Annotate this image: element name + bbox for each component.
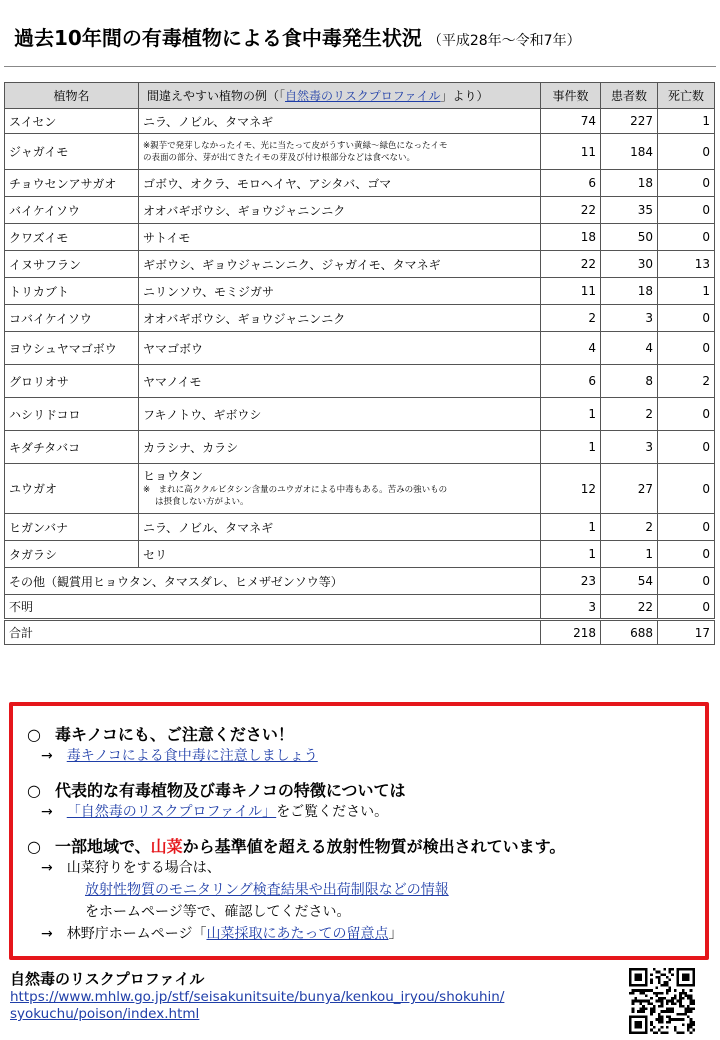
- footer-url-line1[interactable]: https://www.mhlw.go.jp/stf/seisakunitsuite/bunya/kenkou_iryou/shokuhin/: [10, 989, 505, 1005]
- similar-plants: サトイモ: [139, 224, 541, 251]
- plant-name: ヒガンバナ: [5, 514, 139, 541]
- plant-name: グロリオサ: [5, 365, 139, 398]
- cases-cell: 1: [541, 398, 601, 431]
- header-example-post: 」より）: [440, 89, 489, 103]
- cases-cell: 23: [541, 568, 601, 595]
- risk-profile-link[interactable]: 「自然毒のリスクプロファイル」: [66, 804, 277, 820]
- plant-name: イヌサフラン: [5, 251, 139, 278]
- patients-cell: 30: [601, 251, 658, 278]
- mushroom-poisoning-link[interactable]: 毒キノコによる食中毒に注意しましょう: [66, 748, 318, 764]
- similar-plants: ヤマゴボウ: [139, 332, 541, 365]
- notice-mushroom-heading: 毒キノコにも、ご注意ください！: [54, 725, 294, 744]
- header-patients: 患者数: [601, 83, 658, 109]
- cases-cell: 1: [541, 514, 601, 541]
- plant-name: タガラシ: [5, 541, 139, 568]
- footer: [10, 968, 504, 1023]
- footer-title: 自然毒のリスクプロファイル: [10, 970, 205, 988]
- cases-cell: 1: [541, 431, 601, 464]
- patients-cell: 27: [601, 464, 658, 514]
- deaths-cell: 0: [658, 134, 715, 170]
- notice-risk-profile-heading: 代表的な有毒植物及び毒キノコの特徴については: [54, 781, 406, 800]
- similar-plants: ヤマノイモ: [139, 365, 541, 398]
- table-header-row: [5, 83, 715, 109]
- other-row-label: その他（観賞用ヒョウタン、タマスダレ、ヒメザゼンソウ等）: [5, 568, 541, 595]
- patients-cell: 184: [601, 134, 658, 170]
- plant-note: ※ まれに高ククルビタシン含量のユウガオによる中毒もある。苦みの強いもの: [143, 485, 448, 495]
- title-main: 過去10年間の有毒植物による食中毒発生状況: [14, 26, 422, 50]
- table-row: [5, 251, 715, 278]
- patients-cell: 35: [601, 197, 658, 224]
- patients-cell: 2: [601, 398, 658, 431]
- similar-plants: フキノトウ、ギボウシ: [139, 398, 541, 431]
- notice-mushroom: [27, 722, 318, 767]
- table-row: [5, 278, 715, 305]
- header-example-pre: 間違えやすい植物の例（「: [147, 89, 286, 103]
- page-title: [14, 22, 581, 51]
- patients-cell: 227: [601, 109, 658, 134]
- total-row-label: 合計: [5, 620, 541, 645]
- cases-cell: 74: [541, 109, 601, 134]
- cases-cell: 2: [541, 305, 601, 332]
- cases-cell: 218: [541, 620, 601, 645]
- similar-plants: ニラ、ノビル、タマネギ: [139, 514, 541, 541]
- similar-plants: [139, 464, 541, 514]
- similar-plants: カラシナ、カラシ: [139, 431, 541, 464]
- circle-bullet-icon: ○: [27, 781, 41, 800]
- qr-code-icon[interactable]: [629, 968, 695, 1034]
- patients-cell: 54: [601, 568, 658, 595]
- patients-cell: 4: [601, 332, 658, 365]
- table-row: [5, 464, 715, 514]
- deaths-cell: 0: [658, 431, 715, 464]
- table-row: [5, 197, 715, 224]
- notice-radio-heading-pre: 一部地域で、: [54, 837, 151, 856]
- similar-plants: ニリンソウ、モミジガサ: [139, 278, 541, 305]
- plant-name: スイセン: [5, 109, 139, 134]
- plant-name: バイケイソウ: [5, 197, 139, 224]
- table-row: [5, 514, 715, 541]
- deaths-cell: 0: [658, 541, 715, 568]
- total-row: [5, 620, 715, 645]
- plant-name: キダチタバコ: [5, 431, 139, 464]
- similar-plants-text: ヒョウタン: [143, 469, 203, 483]
- plant-name: クワズイモ: [5, 224, 139, 251]
- plant-name: トリカブト: [5, 278, 139, 305]
- deaths-cell: 0: [658, 332, 715, 365]
- deaths-cell: 17: [658, 620, 715, 645]
- plant-name: ハシリドコロ: [5, 398, 139, 431]
- radioactive-monitoring-link[interactable]: 放射性物質のモニタリング検査結果や出荷制限などの情報: [85, 882, 449, 898]
- unknown-row: [5, 595, 715, 620]
- plant-name: ヨウシュヤマゴボウ: [5, 332, 139, 365]
- table-row: [5, 431, 715, 464]
- deaths-cell: 0: [658, 568, 715, 595]
- patients-cell: 3: [601, 305, 658, 332]
- header-example: [139, 83, 541, 109]
- similar-plants: セリ: [139, 541, 541, 568]
- cases-cell: 1: [541, 541, 601, 568]
- notice-radioactive: [27, 834, 565, 945]
- cases-cell: 11: [541, 134, 601, 170]
- plant-name: コバイケイソウ: [5, 305, 139, 332]
- table-row: [5, 305, 715, 332]
- table-row: [5, 365, 715, 398]
- circle-bullet-icon: ○: [27, 725, 41, 744]
- circle-bullet-icon: ○: [27, 837, 41, 856]
- patients-cell: 1: [601, 541, 658, 568]
- table-row: [5, 109, 715, 134]
- similar-plants: オオバギボウシ、ギョウジャニンニク: [139, 197, 541, 224]
- arrow-right-icon: →: [41, 748, 53, 764]
- patients-cell: 18: [601, 278, 658, 305]
- cases-cell: 11: [541, 278, 601, 305]
- deaths-cell: 0: [658, 464, 715, 514]
- cases-cell: 12: [541, 464, 601, 514]
- deaths-cell: 0: [658, 224, 715, 251]
- patients-cell: 18: [601, 170, 658, 197]
- cases-cell: 4: [541, 332, 601, 365]
- notice-radio-heading-red: 山菜: [150, 837, 183, 856]
- deaths-cell: 0: [658, 197, 715, 224]
- patients-cell: 688: [601, 620, 658, 645]
- similar-plants: オオバギボウシ、ギョウジャニンニク: [139, 305, 541, 332]
- patients-cell: 3: [601, 431, 658, 464]
- deaths-cell: 0: [658, 595, 715, 620]
- deaths-cell: 0: [658, 170, 715, 197]
- patients-cell: 8: [601, 365, 658, 398]
- notice-radio-line2: をホームページ等で、確認してください。: [85, 904, 351, 920]
- table-row: [5, 224, 715, 251]
- notice-box: [9, 702, 709, 960]
- deaths-cell: 0: [658, 305, 715, 332]
- notice-radio-line1: 山菜狩りをする場合は、: [66, 860, 221, 876]
- notice-risk-profile-after: をご覧ください。: [276, 804, 389, 820]
- notice-risk-profile: [27, 778, 406, 823]
- unknown-row-label: 不明: [5, 595, 541, 620]
- cases-cell: 18: [541, 224, 601, 251]
- footer-url-line2[interactable]: syokuchu/poison/index.html: [10, 1006, 200, 1022]
- arrow-right-icon: →: [41, 860, 53, 876]
- similar-plants: ニラ、ノビル、タマネギ: [139, 109, 541, 134]
- header-plant: 植物名: [5, 83, 139, 109]
- deaths-cell: 2: [658, 365, 715, 398]
- forestry-agency-link[interactable]: 山菜採取にあたっての留意点: [206, 926, 389, 942]
- patients-cell: 22: [601, 595, 658, 620]
- table-row: [5, 541, 715, 568]
- patients-cell: 2: [601, 514, 658, 541]
- notice-forestry-pre: 林野庁ホームページ「: [66, 926, 207, 942]
- table-row: [5, 170, 715, 197]
- poisoning-table: [4, 82, 715, 645]
- notice-forestry-post: 」: [388, 926, 403, 942]
- deaths-cell: 0: [658, 398, 715, 431]
- header-deaths: 死亡数: [658, 83, 715, 109]
- plant-note: ※親芋で発芽しなかったイモ、光に当たって皮がうすい黄緑～緑色になったイモ: [143, 140, 448, 151]
- header-risk-profile-link[interactable]: 自然毒のリスクプロファイル: [285, 89, 441, 103]
- table-row: [5, 332, 715, 365]
- table-row: [5, 398, 715, 431]
- plant-note: は摂食しない方がよい。: [155, 497, 249, 507]
- similar-plants: [139, 134, 541, 170]
- other-row: [5, 568, 715, 595]
- deaths-cell: 13: [658, 251, 715, 278]
- header-cases: 事件数: [541, 83, 601, 109]
- title-period: （平成28年～令和7年）: [427, 33, 581, 49]
- cases-cell: 6: [541, 170, 601, 197]
- deaths-cell: 1: [658, 278, 715, 305]
- plant-note: の表面の部分、芽が出てきたイモの芽及び付け根部分などは食べない。: [143, 152, 416, 163]
- similar-plants: ゴボウ、オクラ、モロヘイヤ、アシタバ、ゴマ: [139, 170, 541, 197]
- notice-radio-heading-post: から基準値を超える放射性物質が検出されています。: [182, 837, 566, 856]
- arrow-right-icon: →: [41, 804, 53, 820]
- table-row: [5, 134, 715, 170]
- plant-name: ユウガオ: [5, 464, 139, 514]
- title-divider: [4, 66, 716, 67]
- deaths-cell: 0: [658, 514, 715, 541]
- cases-cell: 22: [541, 251, 601, 278]
- arrow-right-icon: →: [41, 926, 53, 942]
- cases-cell: 3: [541, 595, 601, 620]
- similar-plants: ギボウシ、ギョウジャニンニク、ジャガイモ、タマネギ: [139, 251, 541, 278]
- cases-cell: 6: [541, 365, 601, 398]
- plant-name: ジャガイモ: [5, 134, 139, 170]
- plant-name: チョウセンアサガオ: [5, 170, 139, 197]
- patients-cell: 50: [601, 224, 658, 251]
- cases-cell: 22: [541, 197, 601, 224]
- deaths-cell: 1: [658, 109, 715, 134]
